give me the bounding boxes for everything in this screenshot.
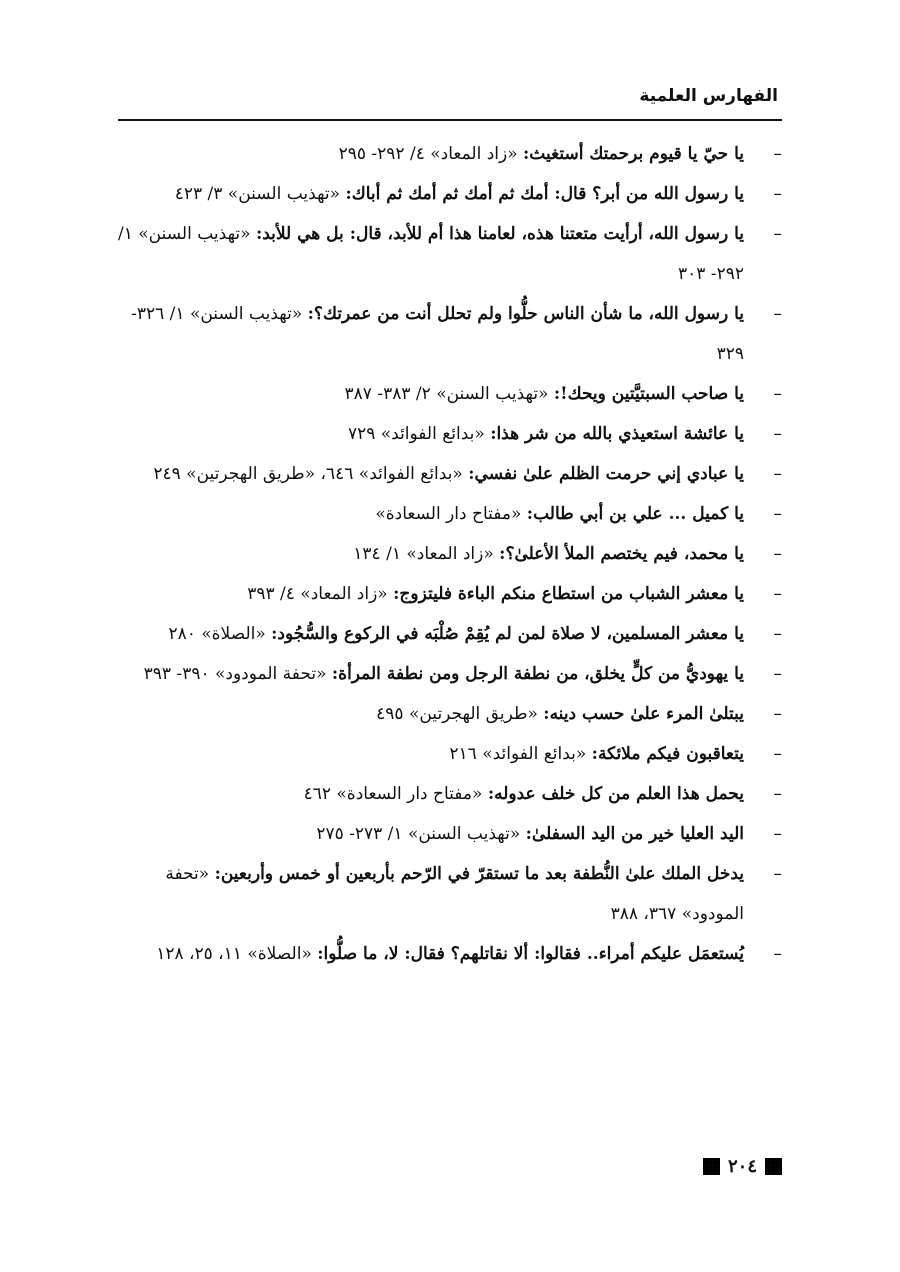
- index-entry: [112, 134, 782, 174]
- entry-hadith-text: يا معشر الشباب من استطاع منكم الباءة فليتزوج:: [393, 584, 744, 604]
- entry-hadith-text: يا رسول الله، أرأيت متعتنا هذه، لعامنا هذا أم للأبد، قال: بل هي للأبد:: [255, 224, 744, 244]
- entry-reference: «بدائع الفوائد» ٧٢٩: [347, 424, 491, 444]
- entry-reference: «زاد المعاد» ٤/ ٣٩٣: [247, 584, 394, 604]
- entry-dash: –: [773, 824, 782, 844]
- entry-hadith-text: يُستعمَل عليكم أمراء.. فقالوا: ألا نقاتلهم؟ فقال: لا، ما صلُّوا:: [317, 944, 744, 964]
- index-entry: [112, 374, 782, 414]
- entry-dash: –: [773, 144, 782, 164]
- index-entry: [112, 734, 782, 774]
- entry-hadith-text: يبتلىٰ المرء علىٰ حسب دينه:: [543, 704, 744, 724]
- entry-dash: –: [773, 624, 782, 644]
- entry-hadith-text: يا صاحب السبتيَّتين ويحك!:: [553, 384, 744, 404]
- index-entry-list: [112, 134, 782, 974]
- entry-hadith-text: اليد العليا خير من اليد السفلىٰ:: [525, 824, 744, 844]
- entry-hadith-text: يتعاقبون فيكم ملائكة:: [591, 744, 744, 764]
- entry-dash: –: [773, 504, 782, 524]
- ornament-icon: [703, 1158, 720, 1175]
- entry-hadith-text: يا عبادي إني حرمت الظلم علىٰ نفسي:: [468, 464, 744, 484]
- entry-reference: «تهذيب السنن» ١/ ٣٢٦- ٣٢٩: [131, 304, 744, 364]
- index-entry: [112, 174, 782, 214]
- entry-dash: –: [773, 744, 782, 764]
- running-head: الفهارس العلمية: [639, 86, 778, 106]
- entry-reference: «تهذيب السنن» ١/ ٢٩٢- ٣٠٣: [118, 224, 744, 284]
- entry-reference: «بدائع الفوائد» ٦٤٦، «طريق الهجرتين» ٢٤٩: [153, 464, 469, 484]
- entry-reference: «مفتاح دار السعادة» ٤٦٢: [303, 784, 488, 804]
- entry-dash: –: [773, 784, 782, 804]
- entry-reference: «زاد المعاد» ١/ ١٣٤: [353, 544, 500, 564]
- entry-hadith-text: يا رسول الله من أبر؟ قال: أمك ثم أمك ثم أمك ثم أباك:: [345, 184, 744, 204]
- entry-reference: «مفتاح دار السعادة»: [375, 504, 527, 524]
- index-entry: [112, 214, 782, 294]
- entry-reference: «تهذيب السنن» ١/ ٢٧٣- ٢٧٥: [316, 824, 526, 844]
- entry-dash: –: [773, 664, 782, 684]
- entry-reference: «بدائع الفوائد» ٢١٦: [449, 744, 592, 764]
- entry-reference: «تحفة المودود» ٣٦٧، ٣٨٨: [165, 864, 744, 924]
- entry-hadith-text: يدخل الملك علىٰ النُّطفة بعد ما تستقرّ في الرّحم بأربعين أو خمس وأربعين:: [214, 864, 744, 884]
- entry-hadith-text: يا حيّ يا قيوم برحمتك أستغيث:: [523, 144, 744, 164]
- entry-dash: –: [773, 304, 782, 324]
- entry-dash: –: [773, 704, 782, 724]
- entry-reference: «الصلاة» ٢٨٠: [168, 624, 272, 644]
- index-entry: [112, 414, 782, 454]
- entry-hadith-text: يا معشر المسلمين، لا صلاة لمن لم يُقِمْ صُلْبَه في الركوع والسُّجُود:: [271, 624, 744, 644]
- entry-dash: –: [773, 944, 782, 964]
- entry-reference: «تحفة المودود» ٣٩٠- ٣٩٣: [143, 664, 332, 684]
- entry-hadith-text: يا كميل ... علي بن أبي طالب:: [526, 504, 744, 524]
- entry-dash: –: [773, 864, 782, 884]
- index-entry: [112, 534, 782, 574]
- index-entry: [112, 694, 782, 734]
- index-entry: [112, 614, 782, 654]
- entry-hadith-text: يا عائشة استعيذي بالله من شر هذا:: [490, 424, 744, 444]
- page-footer: [703, 1156, 782, 1177]
- entry-reference: «طريق الهجرتين» ٤٩٥: [376, 704, 544, 724]
- entry-reference: «تهذيب السنن» ٣/ ٤٢٣: [174, 184, 346, 204]
- entry-dash: –: [773, 384, 782, 404]
- entry-reference: «الصلاة» ١١، ٢٥، ١٢٨: [156, 944, 318, 964]
- entry-dash: –: [773, 464, 782, 484]
- page-number: ٢٠٤: [727, 1156, 757, 1177]
- index-entry: [112, 774, 782, 814]
- entry-dash: –: [773, 584, 782, 604]
- entry-reference: «تهذيب السنن» ٢/ ٣٨٣- ٣٨٧: [344, 384, 554, 404]
- entry-hadith-text: يا يهوديُّ من كلٍّ يخلق، من نطفة الرجل ومن نطفة المرأة:: [331, 664, 744, 684]
- entry-dash: –: [773, 544, 782, 564]
- index-entry: [112, 454, 782, 494]
- index-entry: [112, 654, 782, 694]
- header-rule: [118, 119, 782, 121]
- entry-hadith-text: يا رسول الله، ما شأن الناس حلُّوا ولم تحلل أنت من عمرتك؟:: [307, 304, 744, 324]
- index-entry: [112, 294, 782, 374]
- entry-hadith-text: يا محمد، فيم يختصم الملأ الأعلىٰ؟:: [499, 544, 744, 564]
- index-entry: [112, 854, 782, 934]
- index-entry: [112, 814, 782, 854]
- entry-dash: –: [773, 424, 782, 444]
- ornament-icon: [765, 1158, 782, 1175]
- entry-reference: «زاد المعاد» ٤/ ٢٩٢- ٢٩٥: [338, 144, 524, 164]
- index-entry: [112, 934, 782, 974]
- entry-dash: –: [773, 184, 782, 204]
- index-entry: [112, 574, 782, 614]
- entry-dash: –: [773, 224, 782, 244]
- entry-hadith-text: يحمل هذا العلم من كل خلف عدوله:: [487, 784, 744, 804]
- index-entry: [112, 494, 782, 534]
